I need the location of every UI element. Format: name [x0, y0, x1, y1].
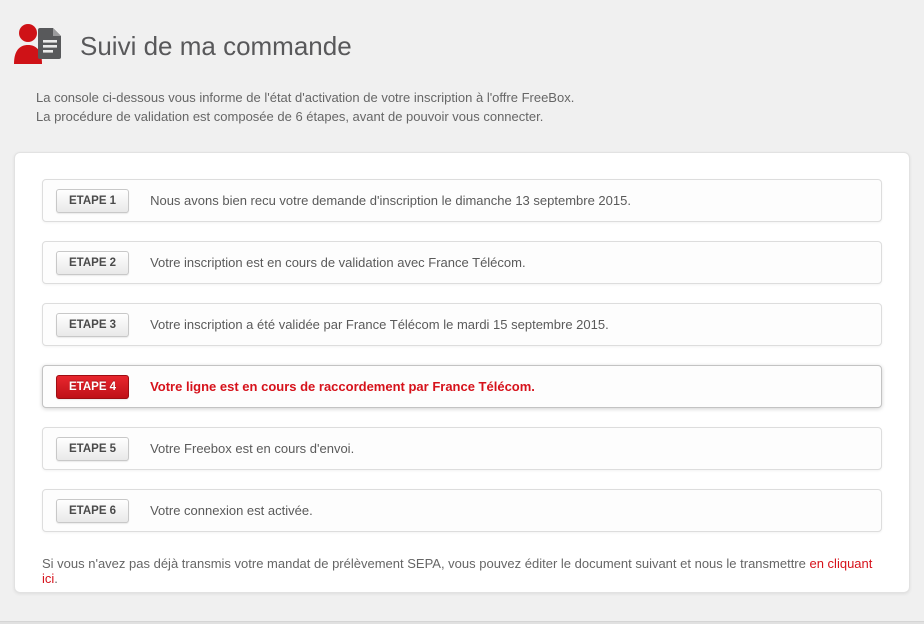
person-with-document-icon: [12, 22, 64, 71]
intro-line-1: La console ci-dessous vous informe de l'état d'activation de votre inscription à l'offre FreeBox.: [36, 90, 575, 105]
step-text-4: Votre ligne est en cours de raccordement par France Télécom.: [150, 379, 535, 394]
step-text-3: Votre inscription a été validée par France Télécom le mardi 15 septembre 2015.: [150, 317, 609, 332]
step-row-6: [42, 489, 882, 532]
step-row-1: [42, 179, 882, 222]
sepa-note-period: .: [54, 571, 58, 586]
step-text-1: Nous avons bien recu votre demande d'inscription le dimanche 13 septembre 2015.: [150, 193, 631, 208]
intro-text: [36, 88, 924, 126]
step-badge-4: ETAPE 4: [56, 375, 129, 399]
sepa-mandate-note: [42, 556, 882, 586]
page-header: [0, 0, 924, 71]
sepa-mandate-link[interactable]: en cliquant ici: [42, 556, 873, 586]
step-text-2: Votre inscription est en cours de validation avec France Télécom.: [150, 255, 526, 270]
step-badge-6: ETAPE 6: [56, 499, 129, 523]
step-row-3: [42, 303, 882, 346]
step-text-6: Votre connexion est activée.: [150, 503, 313, 518]
sepa-note-text: Si vous n'avez pas déjà transmis votre mandat de prélèvement SEPA, vous pouvez éditer le document suivant et nous le transmettre: [42, 556, 810, 571]
step-badge-5: ETAPE 5: [56, 437, 129, 461]
step-row-4-active: [42, 365, 882, 408]
page-title: Suivi de ma commande: [80, 31, 352, 61]
step-row-2: [42, 241, 882, 284]
step-row-5: [42, 427, 882, 470]
step-text-5: Votre Freebox est en cours d'envoi.: [150, 441, 355, 456]
step-badge-3: ETAPE 3: [56, 313, 129, 337]
intro-line-2: La procédure de validation est composée de 6 étapes, avant de pouvoir vous connecter.: [36, 109, 544, 124]
step-badge-2: ETAPE 2: [56, 251, 129, 275]
order-steps-panel: [14, 152, 910, 593]
step-badge-1: ETAPE 1: [56, 189, 129, 213]
